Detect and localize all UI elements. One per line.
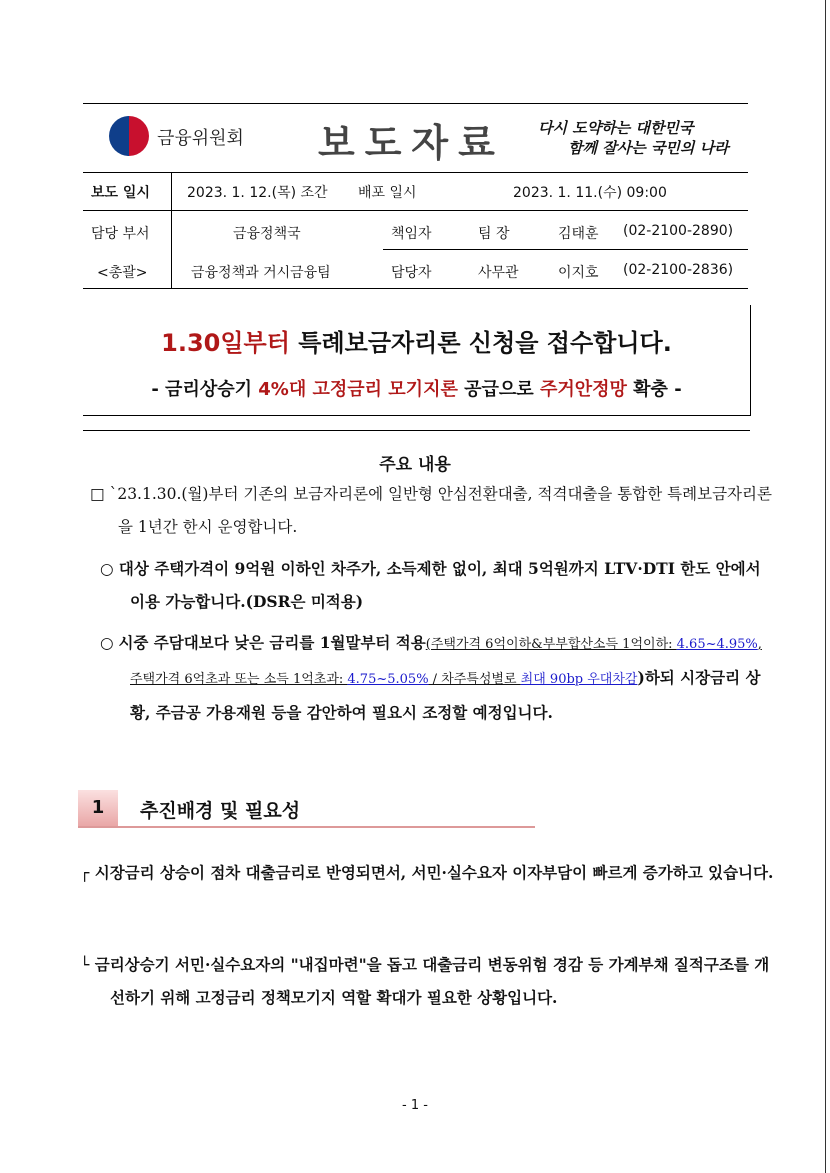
contact-phone: (02-2100-2836) — [623, 262, 734, 278]
dist-label: 배포 일시 — [358, 185, 417, 201]
bullet-text: 대상 주택가격이 9억원 이하인 차주가, 소득제한 없이, 최대 5억원까지 LTV·DTI 한도 안에서 이용 가능합니다.(DSR은 미적용) — [118, 559, 761, 611]
section-number: 1 — [78, 790, 118, 826]
contact-title: 팀 장 — [478, 226, 510, 242]
sub-highlight: 주거안정망 — [539, 379, 627, 400]
note: / 차주특성별로 — [428, 672, 521, 687]
divider — [83, 430, 750, 431]
sub-text: 확충 - — [626, 379, 682, 400]
bracket-bullet-icon: ┌ — [80, 863, 95, 882]
bullet-text: )하되 시장금리 상황, 주금공 가용재원 등을 감안하여 필요시 조정할 예정입니다. — [130, 668, 761, 722]
headline-box — [83, 305, 751, 416]
contact-phone: (02-2100-2890) — [623, 223, 734, 239]
dept-2: 금융정책과 거시금융팀 — [191, 265, 331, 281]
page-edge — [825, 0, 826, 1173]
note: , 주택가격 6억초과 또는 소득 1억초과: — [130, 637, 762, 687]
headline-date: 1.30일부터 — [161, 329, 290, 357]
release-label: 보도 일시 — [91, 185, 150, 201]
dept-1: 금융정책국 — [233, 226, 301, 242]
contact-name: 이지호 — [558, 265, 599, 281]
contact-name: 김태훈 — [558, 226, 599, 242]
section-title: 추진배경 및 필요성 — [140, 800, 301, 822]
dist-value: 2023. 1. 11.(수) 09:00 — [513, 185, 667, 201]
header-table — [83, 103, 748, 289]
slogan — [538, 118, 729, 158]
headline-text: 특례보금자리론 신청을 접수합니다. — [289, 329, 672, 357]
rate-range: 4.75~5.05% — [347, 672, 429, 687]
divider — [383, 249, 748, 250]
bracket-bullet-icon: └ — [80, 955, 95, 974]
summary-box-item — [90, 478, 773, 544]
subheadline — [83, 375, 750, 401]
dept-label: 담당 부서 — [91, 226, 150, 242]
circle-bullet-icon: ○ — [100, 634, 119, 652]
circle-bullet-icon: ○ — [100, 559, 119, 578]
sub-text: - 금리상승기 — [151, 379, 259, 400]
paragraph-text: 금리상승기 서민·실수요자의 "내집마련"을 돕고 대출금리 변동위험 경감 등 가계부채 질적구조를 개선하기 위해 고정금리 정책모기지 역할 확대가 필요한 상황입니다. — [94, 955, 770, 1007]
contact-title: 사무관 — [478, 265, 519, 281]
bullet-text: 시중 주담대보다 낮은 금리를 1월말부터 적용 — [118, 633, 426, 652]
sub-highlight: 4%대 고정금리 모기지론 — [258, 379, 458, 400]
section-paragraph — [80, 856, 778, 889]
summary-heading: 주요 내용 — [379, 455, 451, 475]
summary-text: `23.1.30.(월)부터 기존의 보금자리론에 일반형 안심전환대출, 적격대출을 통합한 특례보금자리론을 1년간 한시 운영합니다. — [109, 485, 772, 536]
doc-title: 보도자료 — [318, 121, 505, 165]
rate-range: 4.65~4.95% — [676, 637, 758, 652]
org-name: 금융위원회 — [157, 128, 244, 149]
release-value: 2023. 1. 12.(목) 조간 — [187, 185, 328, 201]
section-paragraph — [80, 948, 778, 1014]
release-row — [83, 172, 748, 211]
discount: 최대 90bp 우대차감 — [520, 672, 638, 687]
summary-bullet — [100, 626, 775, 730]
section-heading — [78, 790, 535, 828]
headline — [83, 323, 750, 358]
contact-role: 책임자 — [391, 226, 432, 242]
square-bullet-icon: □ — [90, 485, 110, 503]
logo-row — [83, 104, 748, 173]
paragraph-text: 시장금리 상승이 점차 대출금리로 반영되면서, 서민·실수요자 이자부담이 빠르게 증가하고 있습니다. — [94, 863, 774, 882]
slogan-line: 다시 도약하는 대한민국 — [538, 119, 694, 137]
note: (주택가격 6억이하&부부합산소득 1억이하: — [425, 637, 677, 652]
summary-bullet — [100, 552, 775, 618]
slogan-line: 함께 잘사는 국민의 나라 — [568, 139, 729, 157]
page-number: - 1 - — [402, 1098, 428, 1113]
dept-sub: <총괄> — [97, 265, 148, 281]
government-emblem-icon — [109, 116, 149, 156]
contact-role: 담당자 — [391, 265, 432, 281]
sub-text: 공급으로 — [457, 379, 540, 400]
